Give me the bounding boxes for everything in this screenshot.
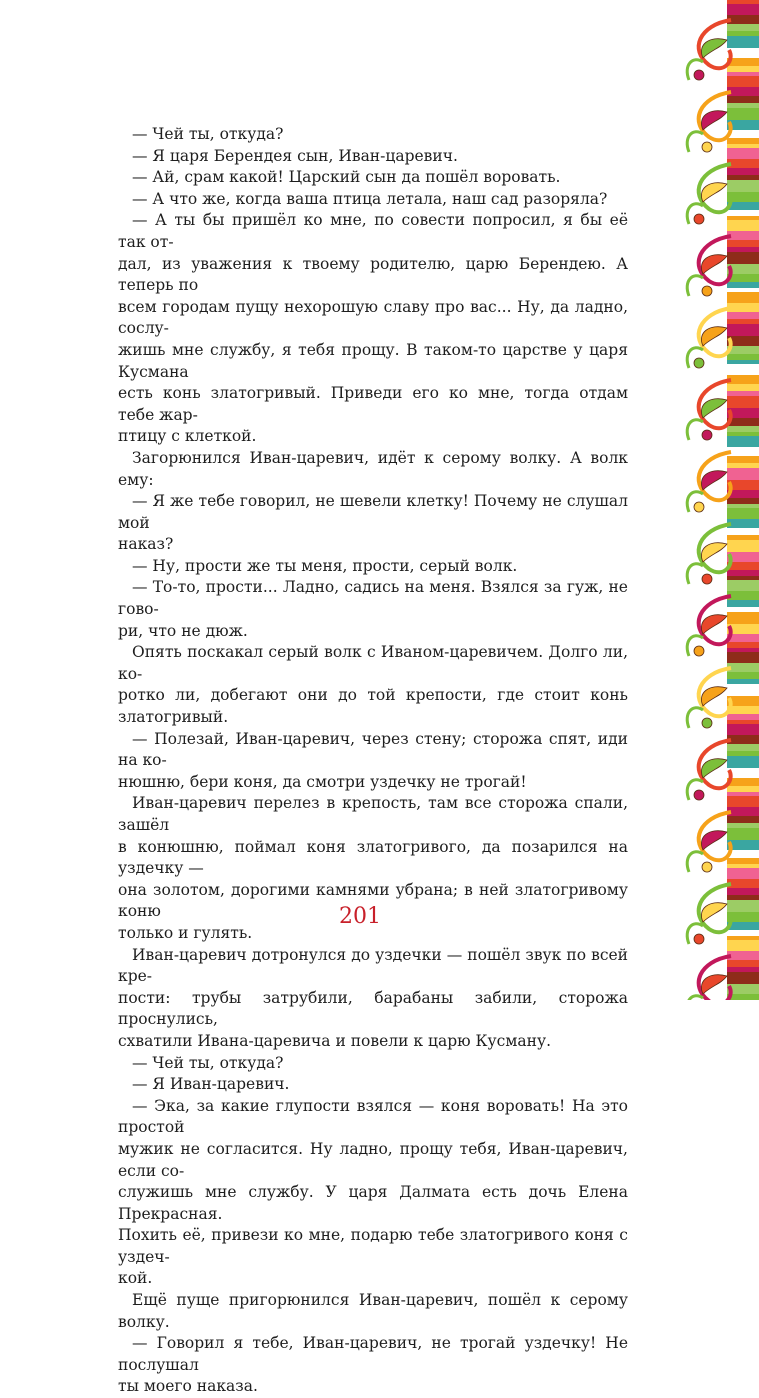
ornament-graphic (669, 0, 759, 1000)
ornament-stripe (727, 751, 759, 756)
ornament-stripe (727, 879, 759, 888)
ornament-stripe (727, 360, 759, 364)
paragraph: — А ты бы пришёл ко мне, по совести попросил, я бы её так от- дал, из уважения к твоему родителю, царю Берендею. А теперь по всем городам пущу нехорошую славу про вас... Ну, да ладно, сослу- жишь мне службу, я тебя прощу. В таком-то царстве у царя Кусмана есть конь златогривый. Приведи его ко мне, тогда отдам тебе жар- птицу с клеткой. (118, 211, 628, 446)
ornament-stripe (727, 324, 759, 336)
ornamental-border (669, 0, 759, 1000)
ornament-stripe (727, 138, 759, 144)
ornament-stripe (727, 384, 759, 391)
floral-motif (687, 164, 731, 224)
ornament-stripe (727, 159, 759, 168)
ornament-stripe (727, 540, 759, 552)
ornament-stripe (727, 391, 759, 396)
ornament-stripe (727, 240, 759, 247)
ornament-stripe (727, 303, 759, 312)
ornament-stripe (727, 231, 759, 240)
paragraph: Опять поскакал серый волк с Иваном-царевичем. Долго ли, ко- ротко ли, добегают они до той крепости, где стоит конь златогривый. (118, 643, 628, 727)
ornament-stripe (727, 456, 759, 463)
ornament-stripe (727, 570, 759, 576)
ornament-stripe (727, 108, 759, 120)
ornament-stripe (727, 288, 759, 292)
ornament-stripe (727, 354, 759, 360)
ornament-stripe (727, 103, 759, 108)
paragraph: — Эка, за какие глупости взялся — коня воровать! На это простой мужик не согласится. Ну ладно, прощу тебя, Иван-царевич, если со- служишь мне службу. У царя Далмата есть дочь Елена Прекрасная. Похить её, привези ко мне, подарю тебе златогривого коня с уздеч- кой. (118, 1096, 628, 1288)
paragraph: — Говорил я тебе, Иван-царевич, не трогай уздечку! Не послушал ты моего наказа. (118, 1334, 628, 1396)
ornament-stripe (727, 663, 759, 672)
ornament-stripe (727, 823, 759, 828)
ornament-stripe (727, 175, 759, 180)
ornament-stripe (727, 888, 759, 895)
ornament-stripe (727, 468, 759, 480)
ornament-stripe (727, 796, 759, 807)
floral-motif (687, 308, 731, 368)
ornament-stripe (727, 364, 759, 375)
ornament-stripe (727, 312, 759, 319)
ornament-stripe (727, 144, 759, 148)
ornament-stripe (727, 967, 759, 972)
ornament-stripe (727, 580, 759, 591)
ornament-stripe (727, 220, 759, 231)
paragraph: — Чей ты, откуда? (132, 125, 284, 143)
ornament-stripe (727, 756, 759, 768)
ornament-stripe (727, 720, 759, 724)
ornament-stripe (727, 282, 759, 288)
ornament-stripe (727, 432, 759, 436)
floral-motif (687, 668, 731, 728)
ornament-stripe (727, 612, 759, 624)
ornament-stripe (727, 463, 759, 468)
paragraph: — А что же, когда ваша птица летала, наш сад разоряла? (132, 189, 608, 208)
ornament-stripe (727, 319, 759, 324)
ornament-stripe (727, 792, 759, 796)
ornament-stripe (727, 504, 759, 508)
ornament-stripe (727, 714, 759, 720)
ornament-stripe (727, 936, 759, 940)
floral-motif (687, 236, 731, 296)
page-number: 201 (339, 904, 381, 929)
ornament-stripe (727, 0, 759, 4)
paragraph: — То-то, прости... Ладно, садись на меня. Взялся за гуж, не гово- ри, что не дюж. (118, 578, 628, 640)
ornament-stripe (727, 252, 759, 264)
ornament-stripe (727, 868, 759, 879)
ornament-stripe (727, 679, 759, 684)
paragraph: Ещё пуще пригорюнился Иван-царевич, пошёл к серому волку. (118, 1291, 628, 1331)
ornament-stripe (727, 607, 759, 612)
ornament-stripe (727, 648, 759, 652)
ornament-stripe (727, 735, 759, 744)
paragraph: — Я Иван-царевич. (132, 1075, 290, 1094)
paragraph: Иван-царевич дотронулся до уздечки — пошёл звук по всей кре- пости: трубы затрубили, барабаны забили, сторожа проснулись, схватили Ивана-царевича и повели к царю Кусману. (118, 945, 628, 1050)
ornament-stripe (727, 895, 759, 900)
floral-motif (687, 452, 731, 512)
ornament-stripe (727, 828, 759, 840)
ornament-stripe (727, 436, 759, 447)
floral-motif (687, 740, 731, 800)
ornament-stripe (727, 96, 759, 103)
ornament-stripe (727, 247, 759, 252)
ornament-stripe (727, 396, 759, 408)
ornament-stripe (727, 972, 759, 984)
paragraph: — Чей ты, откуда? (132, 1053, 284, 1072)
ornament-stripe (727, 724, 759, 735)
paragraph: — Ай, срам какой! Царский сын да пошёл воровать. (132, 168, 561, 187)
paragraph: — Я же тебе говорил, не шевели клетку! Почему не слушал мой наказ? (118, 492, 628, 554)
ornament-stripe (727, 744, 759, 751)
paragraph: — Ну, прости же ты меня, прости, серый волк. (132, 556, 518, 575)
floral-motif (687, 524, 731, 584)
floral-motif (687, 812, 731, 872)
ornament-stripe (727, 498, 759, 504)
ornament-stripe (727, 66, 759, 72)
floral-motif (687, 956, 731, 1000)
ornament-stripe (727, 180, 759, 192)
paragraph: — Я царя Берендея сын, Иван-царевич. (132, 146, 458, 165)
paragraph: Иван-царевич перелез в крепость, там все сторожа спали, зашёл в конюшню, поймал коня златогривого, да позарился на уздечку — она золотом, дорогими камнями убрана; в ней златогривому коню только и гулять. (118, 794, 628, 942)
ornament-stripe (727, 24, 759, 31)
ornament-stripe (727, 76, 759, 87)
story-text (118, 124, 628, 1398)
ornament-stripe (727, 375, 759, 384)
ornament-stripe (727, 87, 759, 96)
ornament-stripe (727, 15, 759, 24)
ornament-stripe (727, 216, 759, 220)
paragraph: — Полезай, Иван-царевич, через стену; сторожа спят, иди на ко- нюшню, бери коня, да смотри уздечку не трогай! (118, 729, 628, 791)
ornament-stripe (727, 426, 759, 432)
floral-motif (687, 380, 731, 440)
ornament-stripe (727, 940, 759, 951)
ornament-stripe (727, 210, 759, 216)
ornament-stripe (727, 652, 759, 663)
floral-motif (687, 884, 731, 944)
ornament-stripe (727, 930, 759, 936)
ornament-stripe (727, 168, 759, 175)
ornament-stripe (727, 864, 759, 868)
floral-motif (687, 92, 731, 152)
ornament-stripe (727, 807, 759, 816)
floral-motif (687, 20, 731, 80)
floral-motif (687, 596, 731, 656)
ornament-stripe (727, 591, 759, 600)
ornament-stripe (727, 31, 759, 36)
paragraph: Загорюнился Иван-царевич, идёт к серому волку. А волк ему: (118, 448, 628, 489)
ornament-stripe (727, 672, 759, 679)
ornament-stripe (727, 519, 759, 528)
ornament-stripe (727, 508, 759, 519)
ornament-stripe (727, 447, 759, 456)
ornament-stripe (727, 816, 759, 823)
ornament-stripe (727, 900, 759, 912)
ornament-stripe (727, 642, 759, 648)
ornament-stripe (727, 148, 759, 159)
ornament-stripe (727, 684, 759, 696)
ornament-stripe (727, 576, 759, 580)
ornament-stripe (727, 786, 759, 792)
ornament-stripe (727, 535, 759, 540)
ornament-stripe (727, 72, 759, 76)
ornament-stripe (727, 951, 759, 960)
ornament-stripe (727, 858, 759, 864)
ornament-stripe (727, 960, 759, 967)
ornament-stripe (727, 4, 759, 15)
ornament-stripe (727, 292, 759, 303)
ornament-stripe (727, 528, 759, 535)
ornament-stripe (727, 36, 759, 48)
ornament-stripe (727, 600, 759, 607)
